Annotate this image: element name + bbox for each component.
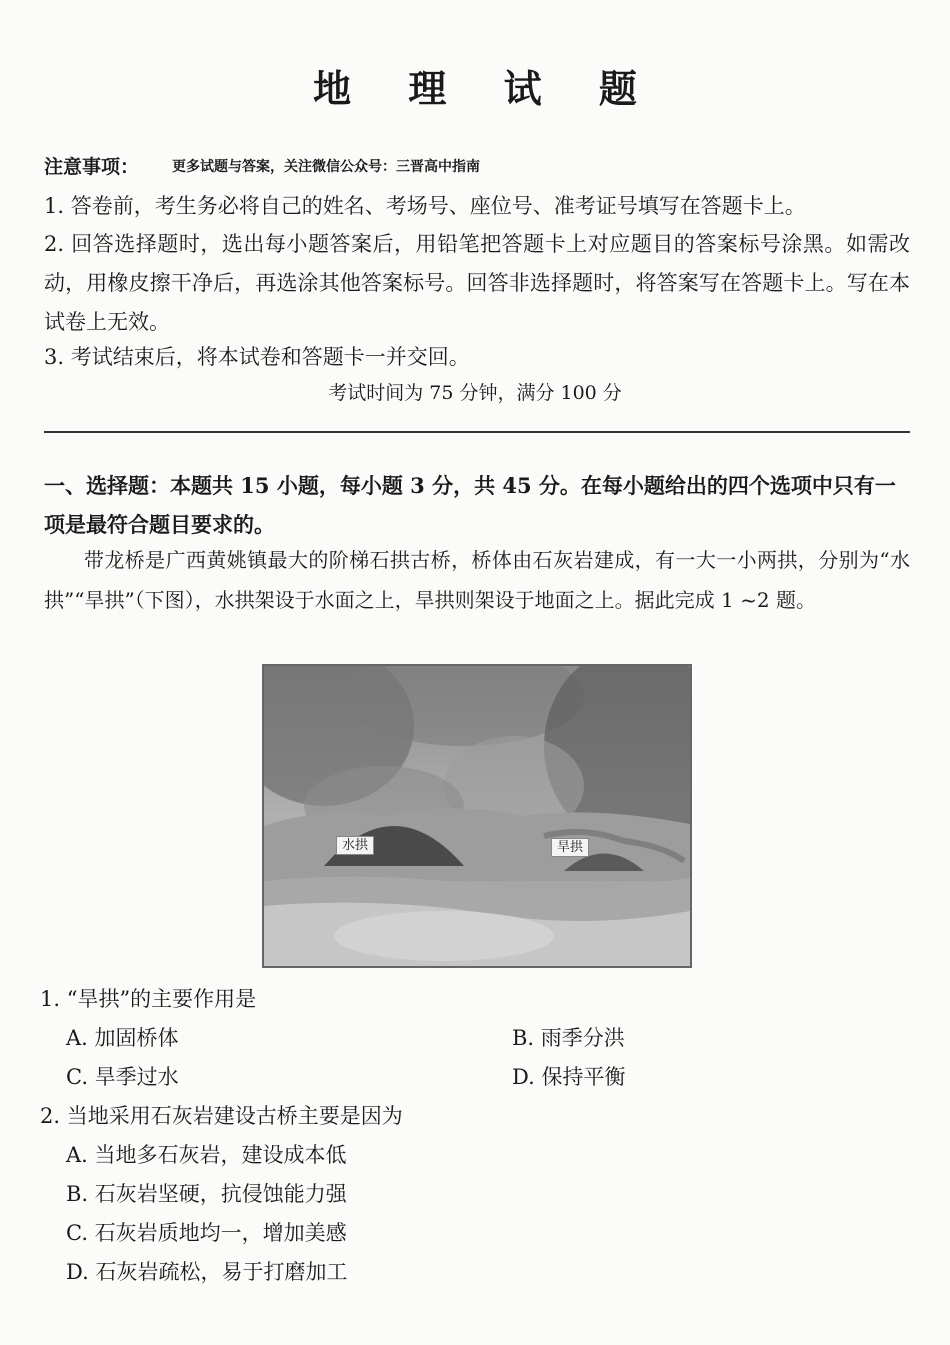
notice-heading: 注意事项： <box>44 156 140 178</box>
notice-item-2: 2. 回答选择题时，选出每小题答案后，用铅笔把答题卡上对应题目的答案标号涂黑。如需改动，用橡皮擦干净后，再选涂其他答案标号。回答非选择题时，将答案写在答题卡上。写在本试卷上无效。 <box>44 232 910 334</box>
notice-item-1: 1. 答卷前，考生务必将自己的姓名、考场号、座位号、准考证号填写在答题卡上。 <box>44 194 806 218</box>
page-title: 地 理 试 题 <box>313 66 659 111</box>
q2-option-a: A. 当地多石灰岩，建设成本低 <box>66 1143 347 1167</box>
q2-option-c: C. 石灰岩质地均一，增加美感 <box>66 1221 347 1245</box>
section-intro: 带龙桥是广西黄姚镇最大的阶梯石拱古桥，桥体由石灰岩建成，有一大一小两拱，分别为“水拱”“旱拱”（下图），水拱架设于水面之上，旱拱则架设于地面之上。据此完成 1 ~2 题。 <box>44 548 910 612</box>
water-arch-label: 水拱 <box>336 836 374 855</box>
bridge-photo-image <box>264 666 690 966</box>
bridge-photo <box>262 664 692 968</box>
q2-option-b: B. 石灰岩坚硬，抗侵蚀能力强 <box>66 1182 347 1206</box>
notice-item-3: 3. 考试结束后，将本试卷和答题卡一并交回。 <box>44 345 470 369</box>
exam-time: 考试时间为 75 分钟，满分 100 分 <box>328 382 622 404</box>
q1-option-c: C. 旱季过水 <box>66 1065 179 1089</box>
q1-option-b: B. 雨季分洪 <box>512 1026 625 1050</box>
q2-option-d: D. 石灰岩疏松，易于打磨加工 <box>66 1260 348 1284</box>
notice-tip: 更多试题与答案，关注微信公众号：三晋高中指南 <box>172 159 480 175</box>
dry-arch-label: 旱拱 <box>551 838 589 857</box>
q1-option-a: A. 加固桥体 <box>66 1026 179 1050</box>
question-2-stem: 2. 当地采用石灰岩建设古桥主要是因为 <box>40 1104 403 1128</box>
section-heading: 一、选择题：本题共 15 小题，每小题 3 分，共 45 分。在每小题给出的四个选项中只有一项是最符合题目要求的。 <box>44 473 896 537</box>
question-1-stem: 1. “旱拱”的主要作用是 <box>40 987 257 1011</box>
q1-option-d: D. 保持平衡 <box>512 1065 626 1089</box>
divider <box>44 431 910 433</box>
